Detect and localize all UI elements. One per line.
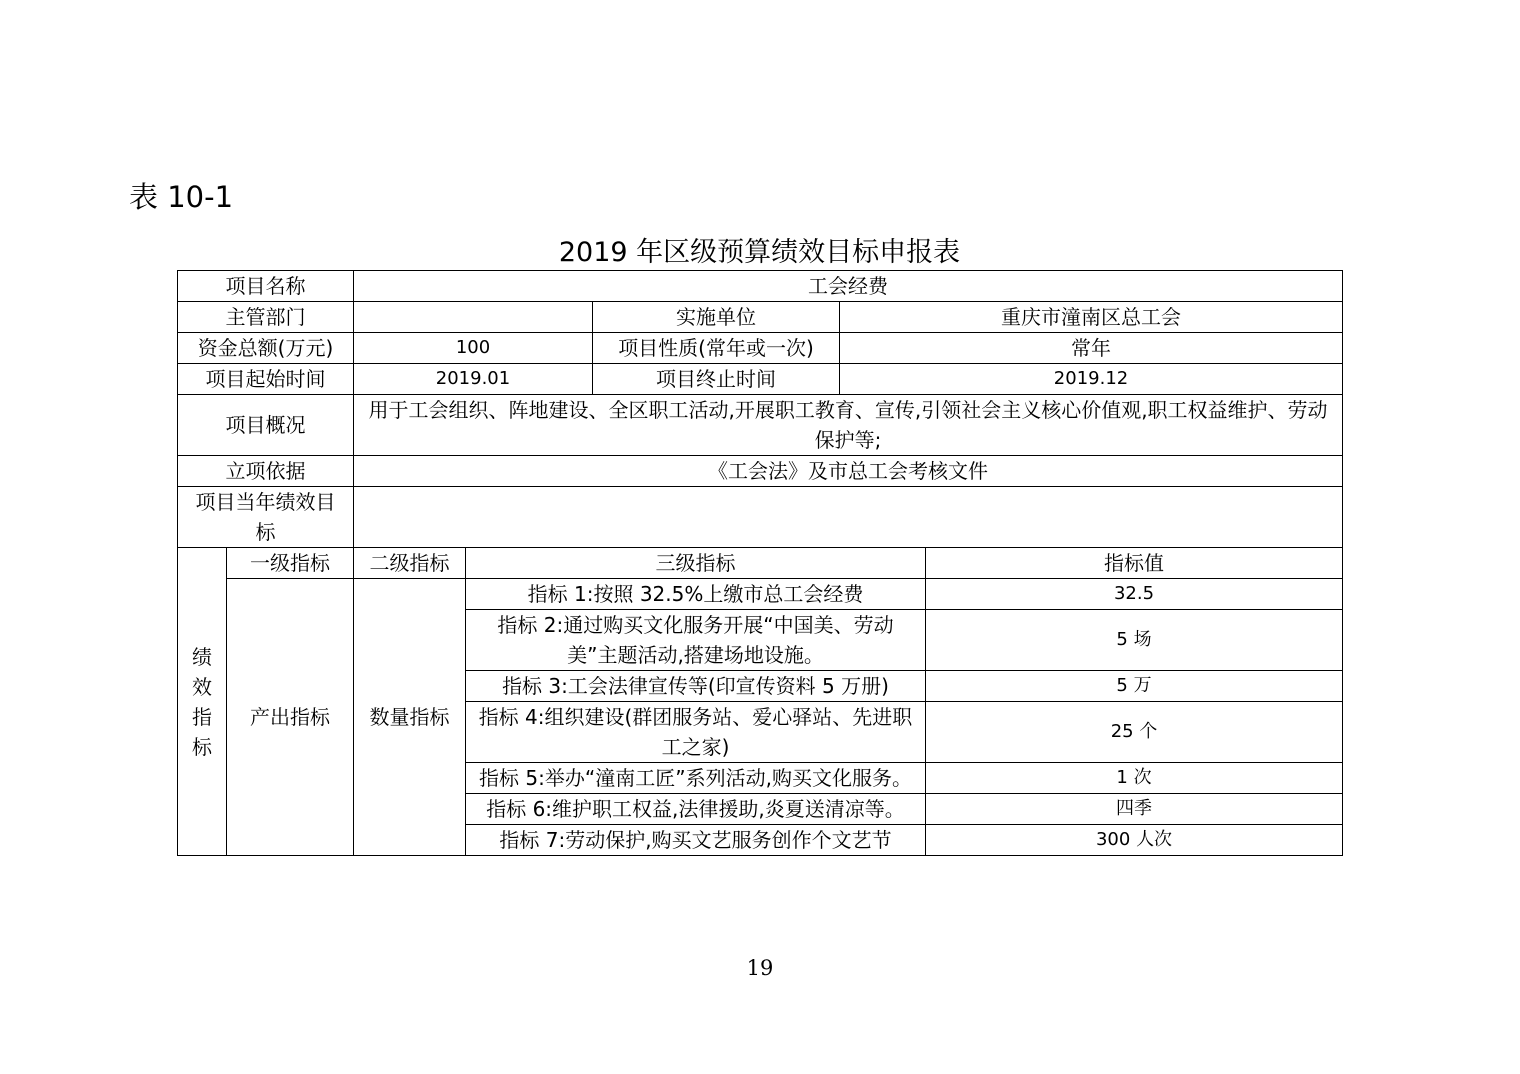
unit-label: 实施单位 — [593, 302, 840, 333]
dept-label: 主管部门 — [178, 302, 354, 333]
indicator-value: 25 个 — [926, 702, 1343, 763]
indicator-value: 5 万 — [926, 671, 1343, 702]
form-title: 2019 年区级预算绩效目标申报表 — [558, 237, 961, 268]
header-value: 指标值 — [926, 548, 1343, 579]
basis-label: 立项依据 — [178, 456, 354, 487]
indicator-text: 指标 5:举办“潼南工匠”系列活动,购买文化服务。 — [466, 763, 926, 794]
performance-form — [177, 270, 1343, 856]
indicator-text: 指标 7:劳动保护,购买文艺服务创作个文艺节 — [466, 825, 926, 856]
indicator-value: 300 人次 — [926, 825, 1343, 856]
unit-value: 重庆市潼南区总工会 — [840, 302, 1343, 333]
dept-value — [354, 302, 593, 333]
project-name-label: 项目名称 — [178, 271, 354, 302]
table-label: 表 10-1 — [129, 180, 234, 214]
project-name-value: 工会经费 — [354, 271, 1343, 302]
indicator-text: 指标 1:按照 32.5%上缴市总工会经费 — [466, 579, 926, 610]
goal-label: 项目当年绩效目标 — [178, 487, 354, 548]
indicator-text: 指标 4:组织建设(群团服务站、爱心驿站、先进职工之家) — [466, 702, 926, 763]
level2-value: 数量指标 — [354, 579, 466, 856]
header-level2: 二级指标 — [354, 548, 466, 579]
indicator-value: 四季 — [926, 794, 1343, 825]
page-number: 19 — [746, 956, 774, 980]
indicator-side-label: 绩 效 指 标 — [178, 548, 227, 856]
goal-value — [354, 487, 1343, 548]
nature-label: 项目性质(常年或一次) — [593, 333, 840, 364]
nature-value: 常年 — [840, 333, 1343, 364]
end-label: 项目终止时间 — [593, 364, 840, 395]
end-value: 2019.12 — [840, 364, 1343, 395]
indicator-value: 32.5 — [926, 579, 1343, 610]
header-level3: 三级指标 — [466, 548, 926, 579]
indicator-value: 5 场 — [926, 610, 1343, 671]
indicator-text: 指标 6:维护职工权益,法律援助,炎夏送清凉等。 — [466, 794, 926, 825]
level1-value: 产出指标 — [227, 579, 354, 856]
indicator-text: 指标 2:通过购买文化服务开展“中国美、劳动美”主题活动,搭建场地设施。 — [466, 610, 926, 671]
overview-value: 用于工会组织、阵地建设、全区职工活动,开展职工教育、宣传,引领社会主义核心价值观,职工权益维护、劳动保护等; — [354, 395, 1343, 456]
fund-label: 资金总额(万元) — [178, 333, 354, 364]
start-label: 项目起始时间 — [178, 364, 354, 395]
overview-label: 项目概况 — [178, 395, 354, 456]
header-level1: 一级指标 — [227, 548, 354, 579]
start-value: 2019.01 — [354, 364, 593, 395]
indicator-text: 指标 3:工会法律宣传等(印宣传资料 5 万册) — [466, 671, 926, 702]
indicator-value: 1 次 — [926, 763, 1343, 794]
basis-value: 《工会法》及市总工会考核文件 — [354, 456, 1343, 487]
fund-value: 100 — [354, 333, 593, 364]
